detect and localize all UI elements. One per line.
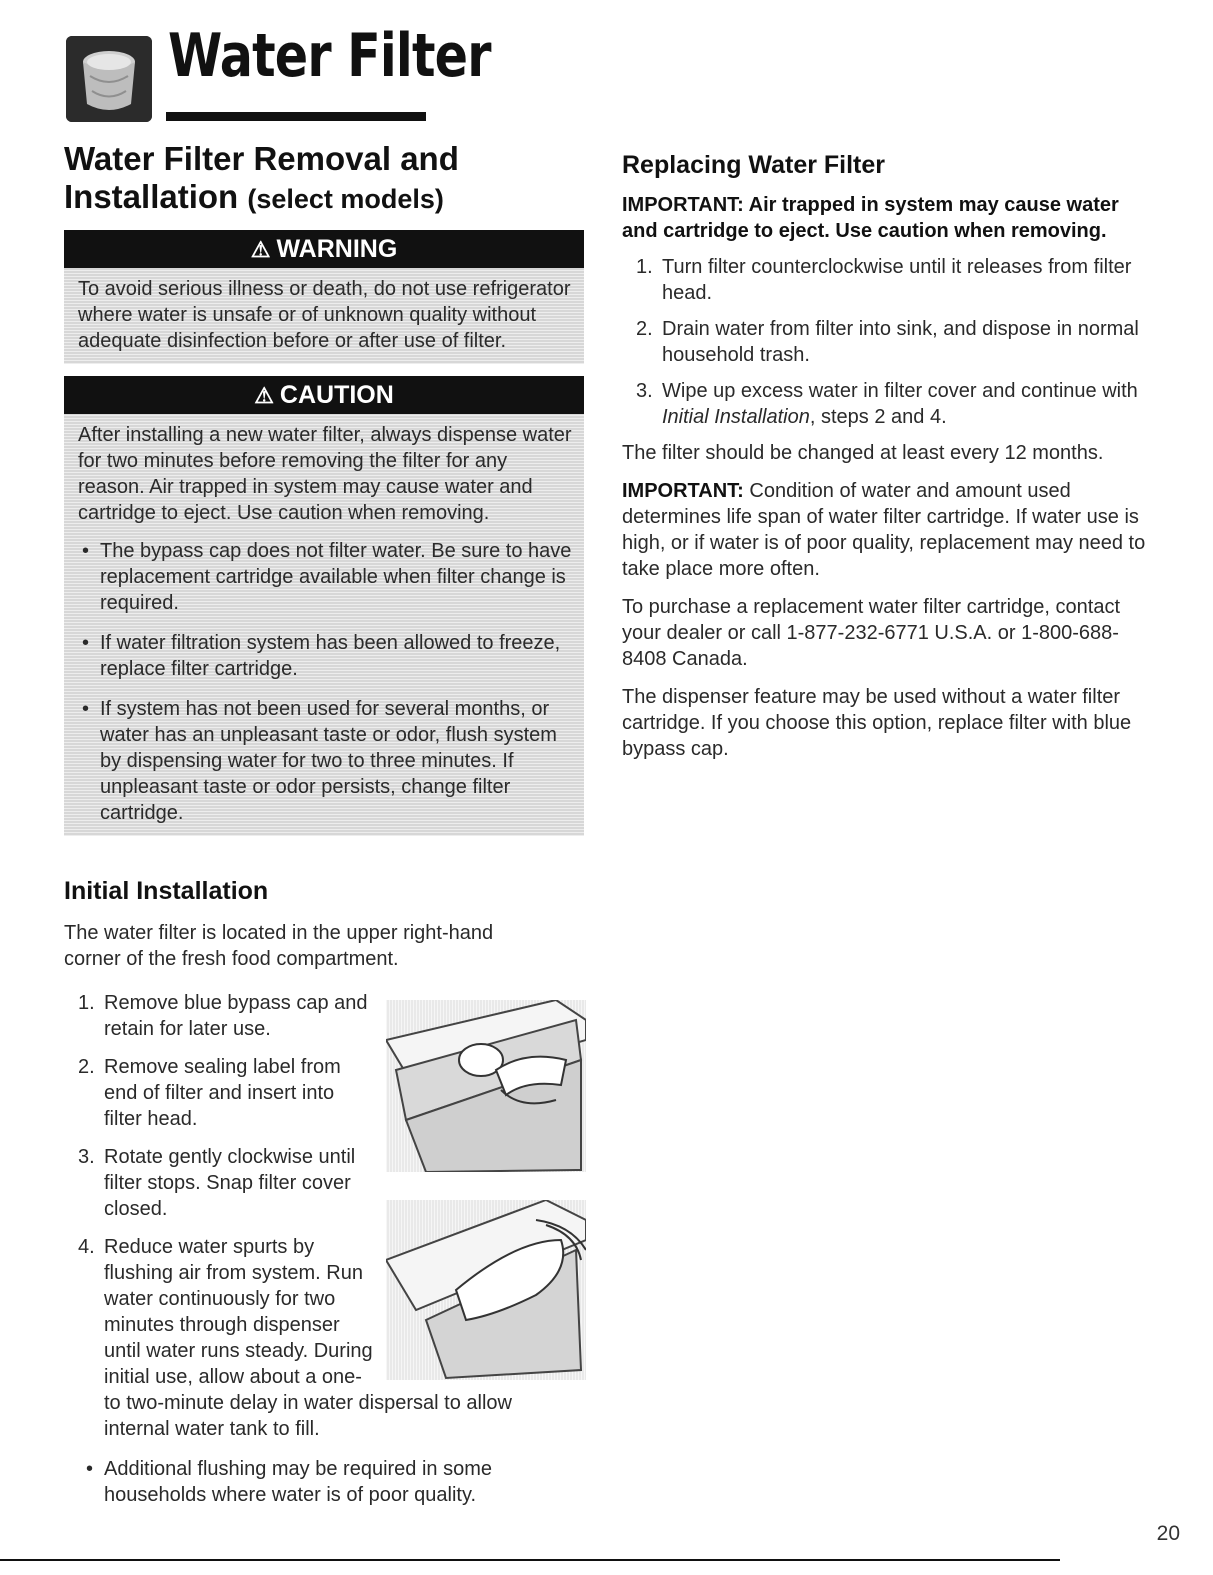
step-item [64,1054,354,1132]
step-italic-ref: Initial Installation [662,406,810,428]
warning-body [64,268,584,364]
caution-text: After installing a new water filter, always dispense water for two minutes before removing the filter for any reason. Air trapped in system may cause water and cartridge to eject. Use caution when removing. [78,424,572,524]
step-item [64,990,384,1042]
step-number: 1. [636,256,653,278]
caution-triangle-icon: ⚠ [254,383,274,408]
caution-bullet: • If water filtration system has been allowed to freeze, replace filter cartridge. [78,630,572,682]
initial-installation [64,876,590,972]
filter-cover-illustration [386,1200,586,1380]
step-number: 3. [78,1146,95,1168]
step-text: Wipe up excess water in filter cover and continue with [662,380,1138,402]
step-text-after: , steps 2 and 4. [809,406,947,428]
step-number: 1. [78,992,95,1014]
warning-triangle-icon: ⚠ [250,237,271,262]
caution-label: CAUTION [279,381,394,409]
initial-steps-a [64,990,384,1234]
warning-box [64,230,584,364]
step-text: Turn filter counterclockwise until it releases from filter head. [662,256,1132,304]
step-text: Drain water from filter into sink, and dispose in normal household trash. [662,318,1139,366]
step-text: Rotate gently clockwise until filter stops. Snap filter cover closed. [104,1146,356,1220]
page-number: 20 [1156,1522,1180,1545]
step-item [64,1144,374,1222]
left-column [64,140,590,836]
right-column [622,140,1152,762]
important-note-1: IMPORTANT: Air trapped in system may cause water and cartridge to eject. Use caution when removing. [622,194,1119,242]
caution-bullets [78,538,572,826]
replacing-title: Replacing Water Filter [622,151,886,179]
important-note-2 [622,478,1152,582]
step-item [622,316,1152,368]
important-text: Condition of water and amount used determines life span of water filter cartridge. If water use is high, or if water is of poor quality, replacement may need to take place more often. [622,480,1146,580]
initial-bullet: • Additional flushing may be required in some households where water is of poor quality. [64,1456,554,1508]
step-text: Reduce water spurts by flushing air from system. Run water continuously for two minutes through dispenser until water runs steady. During initial use, allow about a one- to two-minute delay in water dispersal to allow internal water tank to fill. [104,1236,512,1440]
step-text: Remove sealing label from end of filter and insert into filter head. [104,1056,341,1130]
change-note: The filter should be changed at least every 12 months. [622,442,1104,464]
warning-text: To avoid serious illness or death, do not use refrigerator where water is unsafe or of unknown quality without adequate disinfection before or after use of filter. [78,278,571,352]
caution-bullet: • The bypass cap does not filter water. Be sure to have replacement cartridge available when filter change is required. [78,538,572,616]
step-number: 4. [78,1236,95,1258]
step-number: 2. [636,318,653,340]
caution-bullet: • If system has not been used for several months, or water has an unpleasant taste or odor, flush system by dispensing water for two to three minutes. If unpleasant taste or odor persists, change filter cartridge. [78,696,572,826]
step-item [622,378,1152,430]
bottom-rule [0,1559,1060,1561]
replacing-steps [622,254,1152,430]
page-title: Water Filter [168,21,491,91]
filter-insert-illustration [386,1000,586,1172]
step-number: 2. [78,1056,95,1078]
initial-installation-intro: The water filter is located in the upper right-hand corner of the fresh food compartment. [64,922,494,970]
dispenser-note: The dispenser feature may be used without a water filter cartridge. If you choose this option, replace filter with blue bypass cap. [622,686,1132,760]
caution-box [64,376,584,836]
section-subtitle: (select models) [247,184,444,214]
section-title [64,140,590,218]
caution-body [64,414,584,836]
initial-bullets [64,1456,554,1508]
initial-installation-title: Initial Installation [64,877,269,905]
purchase-note: To purchase a replacement water filter cartridge, contact your dealer or call 1-877-232-6771 U.S.A. or 1-800-688-8408 Canada. [622,596,1121,670]
warning-header [64,230,584,268]
step-item [622,254,1152,306]
step-text: Remove blue bypass cap and retain for later use. [104,992,368,1040]
title-underline [166,112,426,121]
warning-label: WARNING [276,235,398,263]
step-number: 3. [636,380,653,402]
caution-header [64,376,584,414]
section-title-text: Water Filter Removal and Installation [64,140,459,215]
important-label: IMPORTANT: [622,480,744,502]
water-filter-icon [66,36,152,122]
